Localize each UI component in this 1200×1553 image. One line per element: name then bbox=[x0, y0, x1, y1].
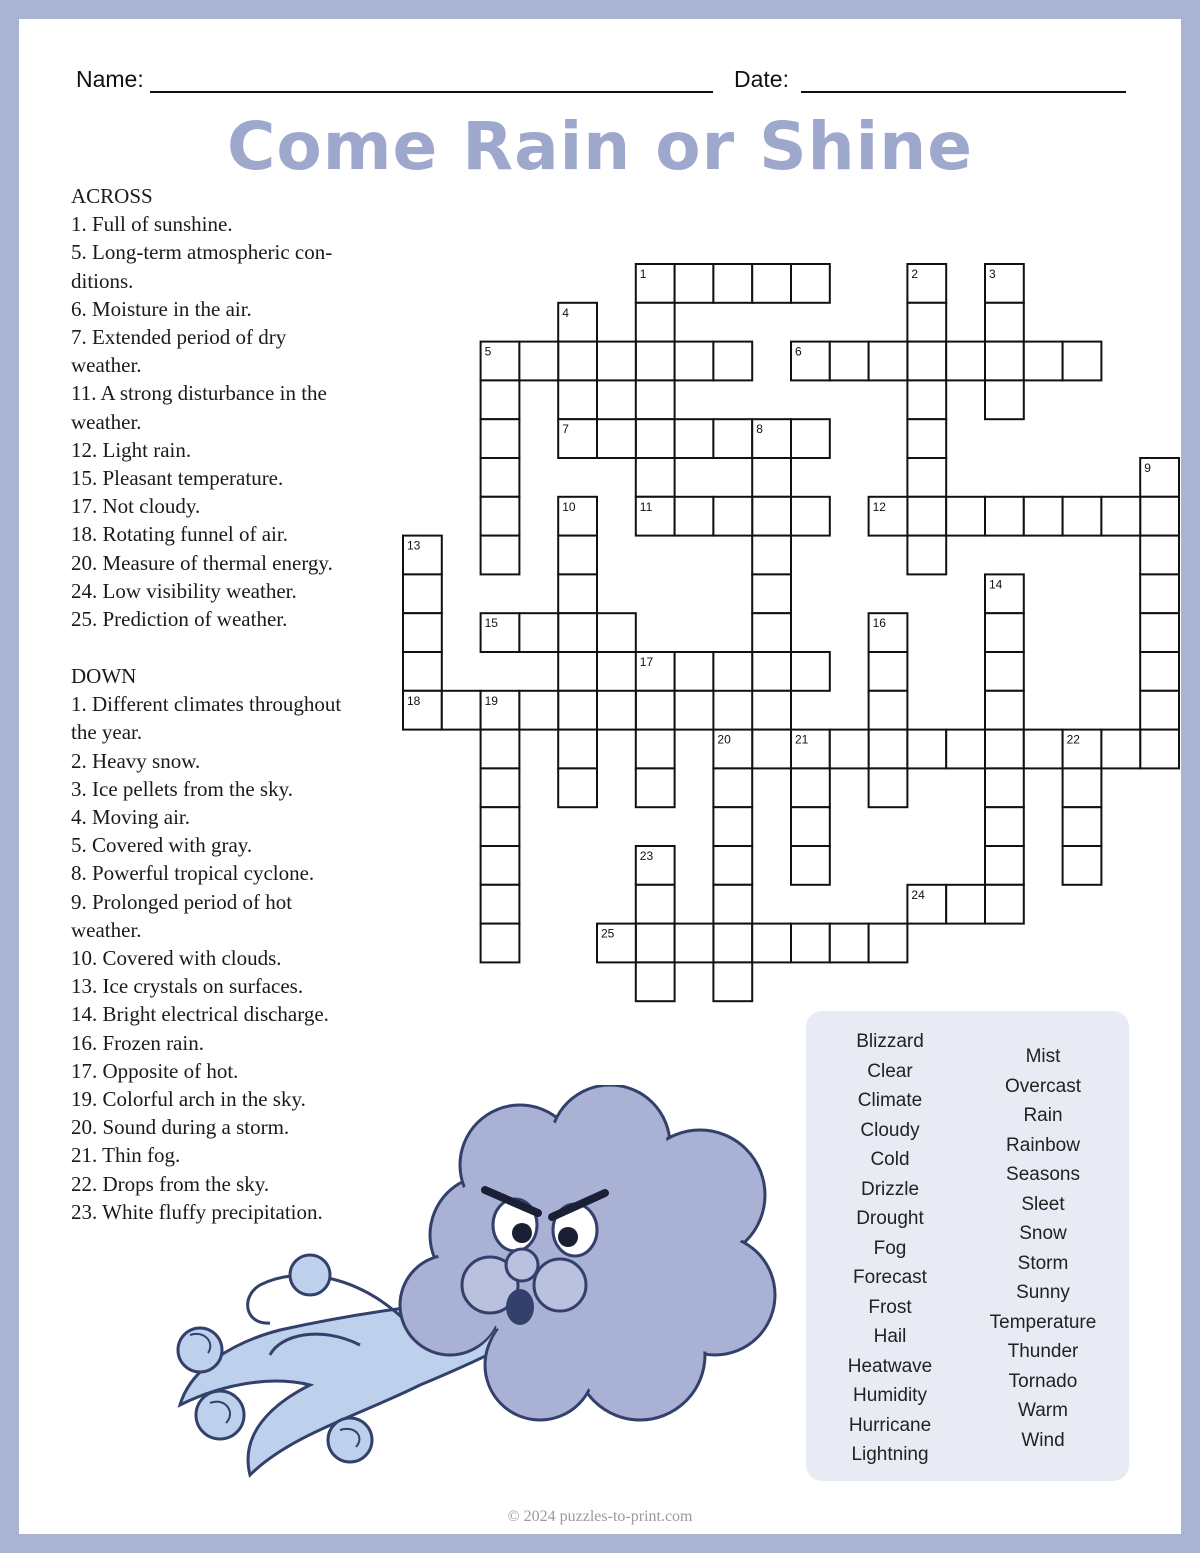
across-clue: 1. Full of sunshine. bbox=[71, 212, 233, 237]
grid-cell[interactable] bbox=[1101, 730, 1140, 769]
grid-cell[interactable] bbox=[830, 924, 869, 963]
grid-cell[interactable] bbox=[403, 574, 442, 613]
grid-cell[interactable] bbox=[752, 652, 791, 691]
down-clue: 3. Ice pellets from the sky. bbox=[71, 776, 293, 801]
grid-cell[interactable] bbox=[713, 342, 752, 381]
grid-cell[interactable] bbox=[713, 497, 752, 536]
grid-cell[interactable] bbox=[752, 691, 791, 730]
grid-cell[interactable] bbox=[791, 419, 830, 458]
grid-cell[interactable] bbox=[481, 730, 520, 769]
word-bank-word: Humidity bbox=[853, 1385, 927, 1406]
grid-cell[interactable] bbox=[985, 303, 1024, 342]
grid-clue-number: 9 bbox=[1144, 461, 1151, 475]
down-clue: 10. Covered with clouds. bbox=[71, 946, 282, 971]
grid-clue-number: 14 bbox=[989, 577, 1003, 592]
page-title: Come Rain or Shine bbox=[227, 108, 973, 185]
word-bank-word: Hail bbox=[873, 1326, 907, 1347]
grid-cell[interactable] bbox=[636, 419, 675, 458]
grid-cell[interactable] bbox=[907, 458, 946, 497]
word-bank-word: Drought bbox=[856, 1208, 924, 1229]
word-bank-word: Snow bbox=[1019, 1223, 1067, 1244]
down-heading: DOWN bbox=[71, 664, 137, 688]
grid-clue-number: 8 bbox=[756, 422, 763, 437]
grid-cell[interactable] bbox=[1101, 497, 1140, 536]
grid-cell[interactable] bbox=[558, 652, 597, 691]
grid-cell[interactable] bbox=[830, 342, 869, 381]
word-bank-word: Mist bbox=[1025, 1046, 1061, 1067]
grid-cell[interactable] bbox=[558, 574, 597, 613]
grid-clue-number: 23 bbox=[639, 849, 654, 863]
grid-cell[interactable] bbox=[985, 807, 1024, 846]
word-bank-word: Cold bbox=[870, 1149, 910, 1170]
grid-cell[interactable] bbox=[519, 691, 558, 730]
across-clue: 25. Prediction of weather. bbox=[71, 607, 288, 632]
grid-cell[interactable] bbox=[1140, 730, 1179, 769]
down-clue: 19. Colorful arch in the sky. bbox=[71, 1087, 306, 1112]
word-bank-word: Clear bbox=[867, 1060, 913, 1082]
grid-cell[interactable] bbox=[946, 497, 985, 536]
grid-cell[interactable] bbox=[1063, 846, 1102, 885]
word-bank-word: Fog bbox=[873, 1237, 907, 1259]
word-bank-word: Rainbow bbox=[1006, 1134, 1080, 1156]
grid-cell[interactable] bbox=[985, 652, 1024, 691]
grid-cell[interactable] bbox=[403, 613, 442, 652]
grid-cell[interactable] bbox=[985, 342, 1024, 381]
word-bank-word: Sunny bbox=[1016, 1282, 1070, 1303]
across-clue: 11. A strong disturbance in the bbox=[71, 381, 327, 406]
word-bank-word: Wind bbox=[1021, 1429, 1065, 1451]
grid-cell[interactable] bbox=[985, 613, 1024, 652]
grid-cell[interactable] bbox=[869, 652, 908, 691]
grid-cell[interactable] bbox=[713, 419, 752, 458]
word-bank-word: Sleet bbox=[1021, 1193, 1065, 1215]
grid-cell[interactable] bbox=[791, 807, 830, 846]
word-bank-word: Blizzard bbox=[856, 1031, 924, 1052]
grid-cell[interactable] bbox=[1063, 342, 1102, 381]
grid-cell[interactable] bbox=[869, 924, 908, 963]
down-clue: 5. Covered with gray. bbox=[71, 833, 253, 858]
word-bank-word: Storm bbox=[1017, 1252, 1069, 1274]
grid-cell[interactable] bbox=[1063, 807, 1102, 846]
grid-cell[interactable] bbox=[869, 768, 908, 807]
grid-cell[interactable] bbox=[907, 730, 946, 769]
grid-clue-number: 18 bbox=[407, 693, 421, 708]
grid-clue-number: 15 bbox=[484, 616, 498, 631]
grid-cell[interactable] bbox=[752, 536, 791, 575]
grid-cell[interactable] bbox=[713, 807, 752, 846]
grid-cell[interactable] bbox=[481, 419, 520, 458]
word-bank-word: Heatwave bbox=[847, 1355, 933, 1377]
grid-cell[interactable] bbox=[1140, 574, 1179, 613]
grid-cell[interactable] bbox=[675, 924, 714, 963]
down-clue: 17. Opposite of hot. bbox=[71, 1058, 239, 1083]
grid-cell[interactable] bbox=[1063, 497, 1102, 536]
down-clue: 23. White fluffy precipitation. bbox=[71, 1199, 323, 1224]
word-bank-word: Thunder bbox=[1007, 1341, 1079, 1362]
grid-cell[interactable] bbox=[403, 652, 442, 691]
grid-cell[interactable] bbox=[1140, 497, 1179, 536]
grid-cell[interactable] bbox=[1063, 768, 1102, 807]
grid-cell[interactable] bbox=[481, 536, 520, 575]
grid-cell[interactable] bbox=[636, 962, 675, 1001]
across-clue: 15. Pleasant temperature. bbox=[71, 466, 284, 491]
across-clue: 17. Not cloudy. bbox=[71, 494, 201, 519]
word-bank-word: Tornado bbox=[1008, 1370, 1078, 1392]
down-clue: 2. Heavy snow. bbox=[71, 748, 201, 773]
grid-cell[interactable] bbox=[636, 342, 675, 381]
down-clue: 20. Sound during a storm. bbox=[71, 1115, 290, 1140]
grid-cell[interactable] bbox=[869, 691, 908, 730]
grid-cell[interactable] bbox=[713, 885, 752, 924]
word-bank-word: Frost bbox=[868, 1296, 912, 1318]
grid-cell[interactable] bbox=[1140, 652, 1179, 691]
down-clue: 22. Drops from the sky. bbox=[71, 1171, 270, 1196]
grid-cell[interactable] bbox=[1140, 613, 1179, 652]
grid-clue-number: 16 bbox=[872, 616, 886, 631]
grid-cell[interactable] bbox=[791, 652, 830, 691]
grid-clue-number: 5 bbox=[484, 344, 492, 359]
grid-cell[interactable] bbox=[907, 536, 946, 575]
grid-cell[interactable] bbox=[675, 497, 714, 536]
grid-cell[interactable] bbox=[791, 768, 830, 807]
across-clue: 24. Low visibility weather. bbox=[71, 578, 297, 603]
date-label: Date: bbox=[734, 66, 789, 92]
grid-cell[interactable] bbox=[752, 574, 791, 613]
grid-cell[interactable] bbox=[558, 536, 597, 575]
across-clue: weather. bbox=[71, 409, 142, 434]
grid-cell[interactable] bbox=[752, 924, 791, 963]
grid-cell[interactable] bbox=[985, 497, 1024, 536]
grid-cell[interactable] bbox=[675, 264, 714, 303]
grid-cell[interactable] bbox=[675, 419, 714, 458]
grid-clue-number: 11 bbox=[639, 499, 653, 514]
grid-cell[interactable] bbox=[791, 264, 830, 303]
grid-cell[interactable] bbox=[869, 342, 908, 381]
word-bank-word: Rain bbox=[1023, 1105, 1063, 1126]
word-bank-column-2 bbox=[978, 1042, 1108, 1455]
across-clue: 12. Light rain. bbox=[71, 437, 192, 462]
name-label: Name: bbox=[76, 66, 144, 92]
grid-cell[interactable] bbox=[946, 342, 985, 381]
down-clue: 9. Prolonged period of hot bbox=[71, 889, 293, 914]
word-bank-word: Forecast bbox=[853, 1267, 927, 1288]
grid-cell[interactable] bbox=[752, 458, 791, 497]
grid-cell[interactable] bbox=[946, 730, 985, 769]
across-clue: ditions. bbox=[71, 268, 134, 293]
across-clue: weather. bbox=[71, 353, 142, 378]
grid-clue-number: 21 bbox=[795, 732, 809, 747]
grid-cell[interactable] bbox=[985, 691, 1024, 730]
grid-clue-number: 4 bbox=[562, 305, 569, 320]
across-heading: ACROSS bbox=[71, 184, 153, 208]
grid-cell[interactable] bbox=[636, 730, 675, 769]
grid-cell[interactable] bbox=[481, 885, 520, 924]
grid-clue-number: 2 bbox=[911, 267, 919, 281]
grid-cell[interactable] bbox=[597, 342, 636, 381]
across-clue: 7. Extended period of dry bbox=[71, 325, 287, 350]
grid-cell[interactable] bbox=[636, 768, 675, 807]
grid-cell[interactable] bbox=[636, 458, 675, 497]
grid-cell[interactable] bbox=[1024, 342, 1063, 381]
grid-clue-number: 20 bbox=[717, 732, 731, 747]
grid-cell[interactable] bbox=[1024, 730, 1063, 769]
grid-cell[interactable] bbox=[907, 419, 946, 458]
grid-cell[interactable] bbox=[1140, 691, 1179, 730]
grid-clue-number: 19 bbox=[484, 693, 498, 708]
grid-cell[interactable] bbox=[713, 846, 752, 885]
word-bank-word: Temperature bbox=[989, 1311, 1097, 1333]
grid-clue-number: 1 bbox=[639, 267, 647, 281]
down-clue: 8. Powerful tropical cyclone. bbox=[71, 861, 315, 886]
grid-cell[interactable] bbox=[481, 924, 520, 963]
grid-cell[interactable] bbox=[985, 730, 1024, 769]
down-clue: weather. bbox=[71, 917, 142, 942]
grid-cell[interactable] bbox=[481, 807, 520, 846]
grid-cell[interactable] bbox=[481, 768, 520, 807]
grid-cell[interactable] bbox=[481, 846, 520, 885]
grid-cell[interactable] bbox=[907, 497, 946, 536]
grid-cell[interactable] bbox=[713, 768, 752, 807]
word-bank-word: Climate bbox=[857, 1090, 923, 1111]
grid-cell[interactable] bbox=[597, 691, 636, 730]
grid-cell[interactable] bbox=[636, 691, 675, 730]
grid-cell[interactable] bbox=[558, 342, 597, 381]
down-clue: the year. bbox=[71, 720, 143, 745]
grid-cell[interactable] bbox=[791, 924, 830, 963]
grid-cell[interactable] bbox=[442, 691, 481, 730]
grid-cell[interactable] bbox=[713, 652, 752, 691]
grid-cell[interactable] bbox=[481, 380, 520, 419]
down-clue: 1. Different climates throughout bbox=[71, 692, 342, 717]
word-bank-column-1 bbox=[830, 1027, 950, 1470]
word-bank-word: Hurricane bbox=[848, 1414, 932, 1436]
down-clue: 21. Thin fog. bbox=[71, 1143, 181, 1168]
word-bank bbox=[806, 1011, 1129, 1481]
across-clue: 5. Long-term atmospheric con- bbox=[71, 240, 333, 265]
grid-cell[interactable] bbox=[752, 264, 791, 303]
grid-clue-number: 25 bbox=[601, 926, 615, 941]
grid-clue-number: 3 bbox=[989, 267, 996, 281]
grid-cell[interactable] bbox=[675, 342, 714, 381]
grid-cell[interactable] bbox=[481, 458, 520, 497]
grid-cell[interactable] bbox=[636, 924, 675, 963]
grid-cell[interactable] bbox=[713, 962, 752, 1001]
grid-cell[interactable] bbox=[558, 768, 597, 807]
grid-cell[interactable] bbox=[869, 730, 908, 769]
word-bank-word: Drizzle bbox=[860, 1178, 920, 1200]
grid-cell[interactable] bbox=[675, 691, 714, 730]
grid-cell[interactable] bbox=[907, 303, 946, 342]
word-bank-word: Cloudy bbox=[860, 1119, 920, 1141]
grid-cell[interactable] bbox=[558, 691, 597, 730]
grid-cell[interactable] bbox=[1024, 497, 1063, 536]
grid-clue-number: 13 bbox=[407, 538, 421, 553]
down-clue: 13. Ice crystals on surfaces. bbox=[71, 974, 304, 999]
grid-cell[interactable] bbox=[752, 613, 791, 652]
grid-cell[interactable] bbox=[985, 380, 1024, 419]
grid-cell[interactable] bbox=[481, 497, 520, 536]
copyright-footer: © 2024 puzzles-to-print.com bbox=[507, 1508, 693, 1525]
grid-cell[interactable] bbox=[752, 730, 791, 769]
down-clue: 16. Frozen rain. bbox=[71, 1030, 204, 1055]
grid-cell[interactable] bbox=[519, 613, 558, 652]
grid-cell[interactable] bbox=[791, 497, 830, 536]
grid-cell[interactable] bbox=[558, 613, 597, 652]
word-bank-word: Overcast bbox=[1004, 1075, 1082, 1097]
word-bank-word: Seasons bbox=[1006, 1164, 1080, 1185]
grid-cell[interactable] bbox=[985, 768, 1024, 807]
grid-clue-number: 10 bbox=[562, 499, 576, 514]
grid-cell[interactable] bbox=[636, 380, 675, 419]
grid-cell[interactable] bbox=[1140, 536, 1179, 575]
grid-cell[interactable] bbox=[675, 652, 714, 691]
grid-clue-number: 24 bbox=[911, 887, 925, 902]
grid-cell[interactable] bbox=[713, 924, 752, 963]
grid-cell[interactable] bbox=[558, 380, 597, 419]
across-clue: 20. Measure of thermal energy. bbox=[71, 550, 333, 575]
angry-wind-cloud-icon bbox=[160, 1085, 800, 1505]
grid-cell[interactable] bbox=[597, 613, 636, 652]
grid-cell[interactable] bbox=[830, 730, 869, 769]
grid-cell[interactable] bbox=[636, 303, 675, 342]
grid-clue-number: 22 bbox=[1066, 732, 1080, 747]
down-clue: 4. Moving air. bbox=[71, 805, 190, 830]
grid-cell[interactable] bbox=[985, 846, 1024, 885]
grid-cell[interactable] bbox=[791, 846, 830, 885]
grid-cell[interactable] bbox=[597, 419, 636, 458]
word-bank-word: Warm bbox=[1018, 1400, 1068, 1421]
grid-cell[interactable] bbox=[713, 264, 752, 303]
grid-clue-number: 12 bbox=[872, 499, 886, 514]
grid-cell[interactable] bbox=[636, 885, 675, 924]
grid-clue-number: 17 bbox=[639, 655, 654, 669]
grid-cell[interactable] bbox=[907, 380, 946, 419]
across-clue: 6. Moisture in the air. bbox=[71, 296, 252, 321]
across-clue: 18. Rotating funnel of air. bbox=[71, 522, 288, 547]
grid-cell[interactable] bbox=[558, 730, 597, 769]
grid-cell[interactable] bbox=[946, 885, 985, 924]
grid-cell[interactable] bbox=[752, 497, 791, 536]
grid-cell[interactable] bbox=[985, 885, 1024, 924]
grid-clue-number: 7 bbox=[562, 422, 569, 437]
grid-cell[interactable] bbox=[519, 342, 558, 381]
down-clue: 14. Bright electrical discharge. bbox=[71, 1002, 329, 1027]
grid-clue-number: 6 bbox=[795, 344, 802, 359]
grid-cell[interactable] bbox=[907, 342, 946, 381]
word-bank-word: Lightning bbox=[851, 1444, 929, 1465]
